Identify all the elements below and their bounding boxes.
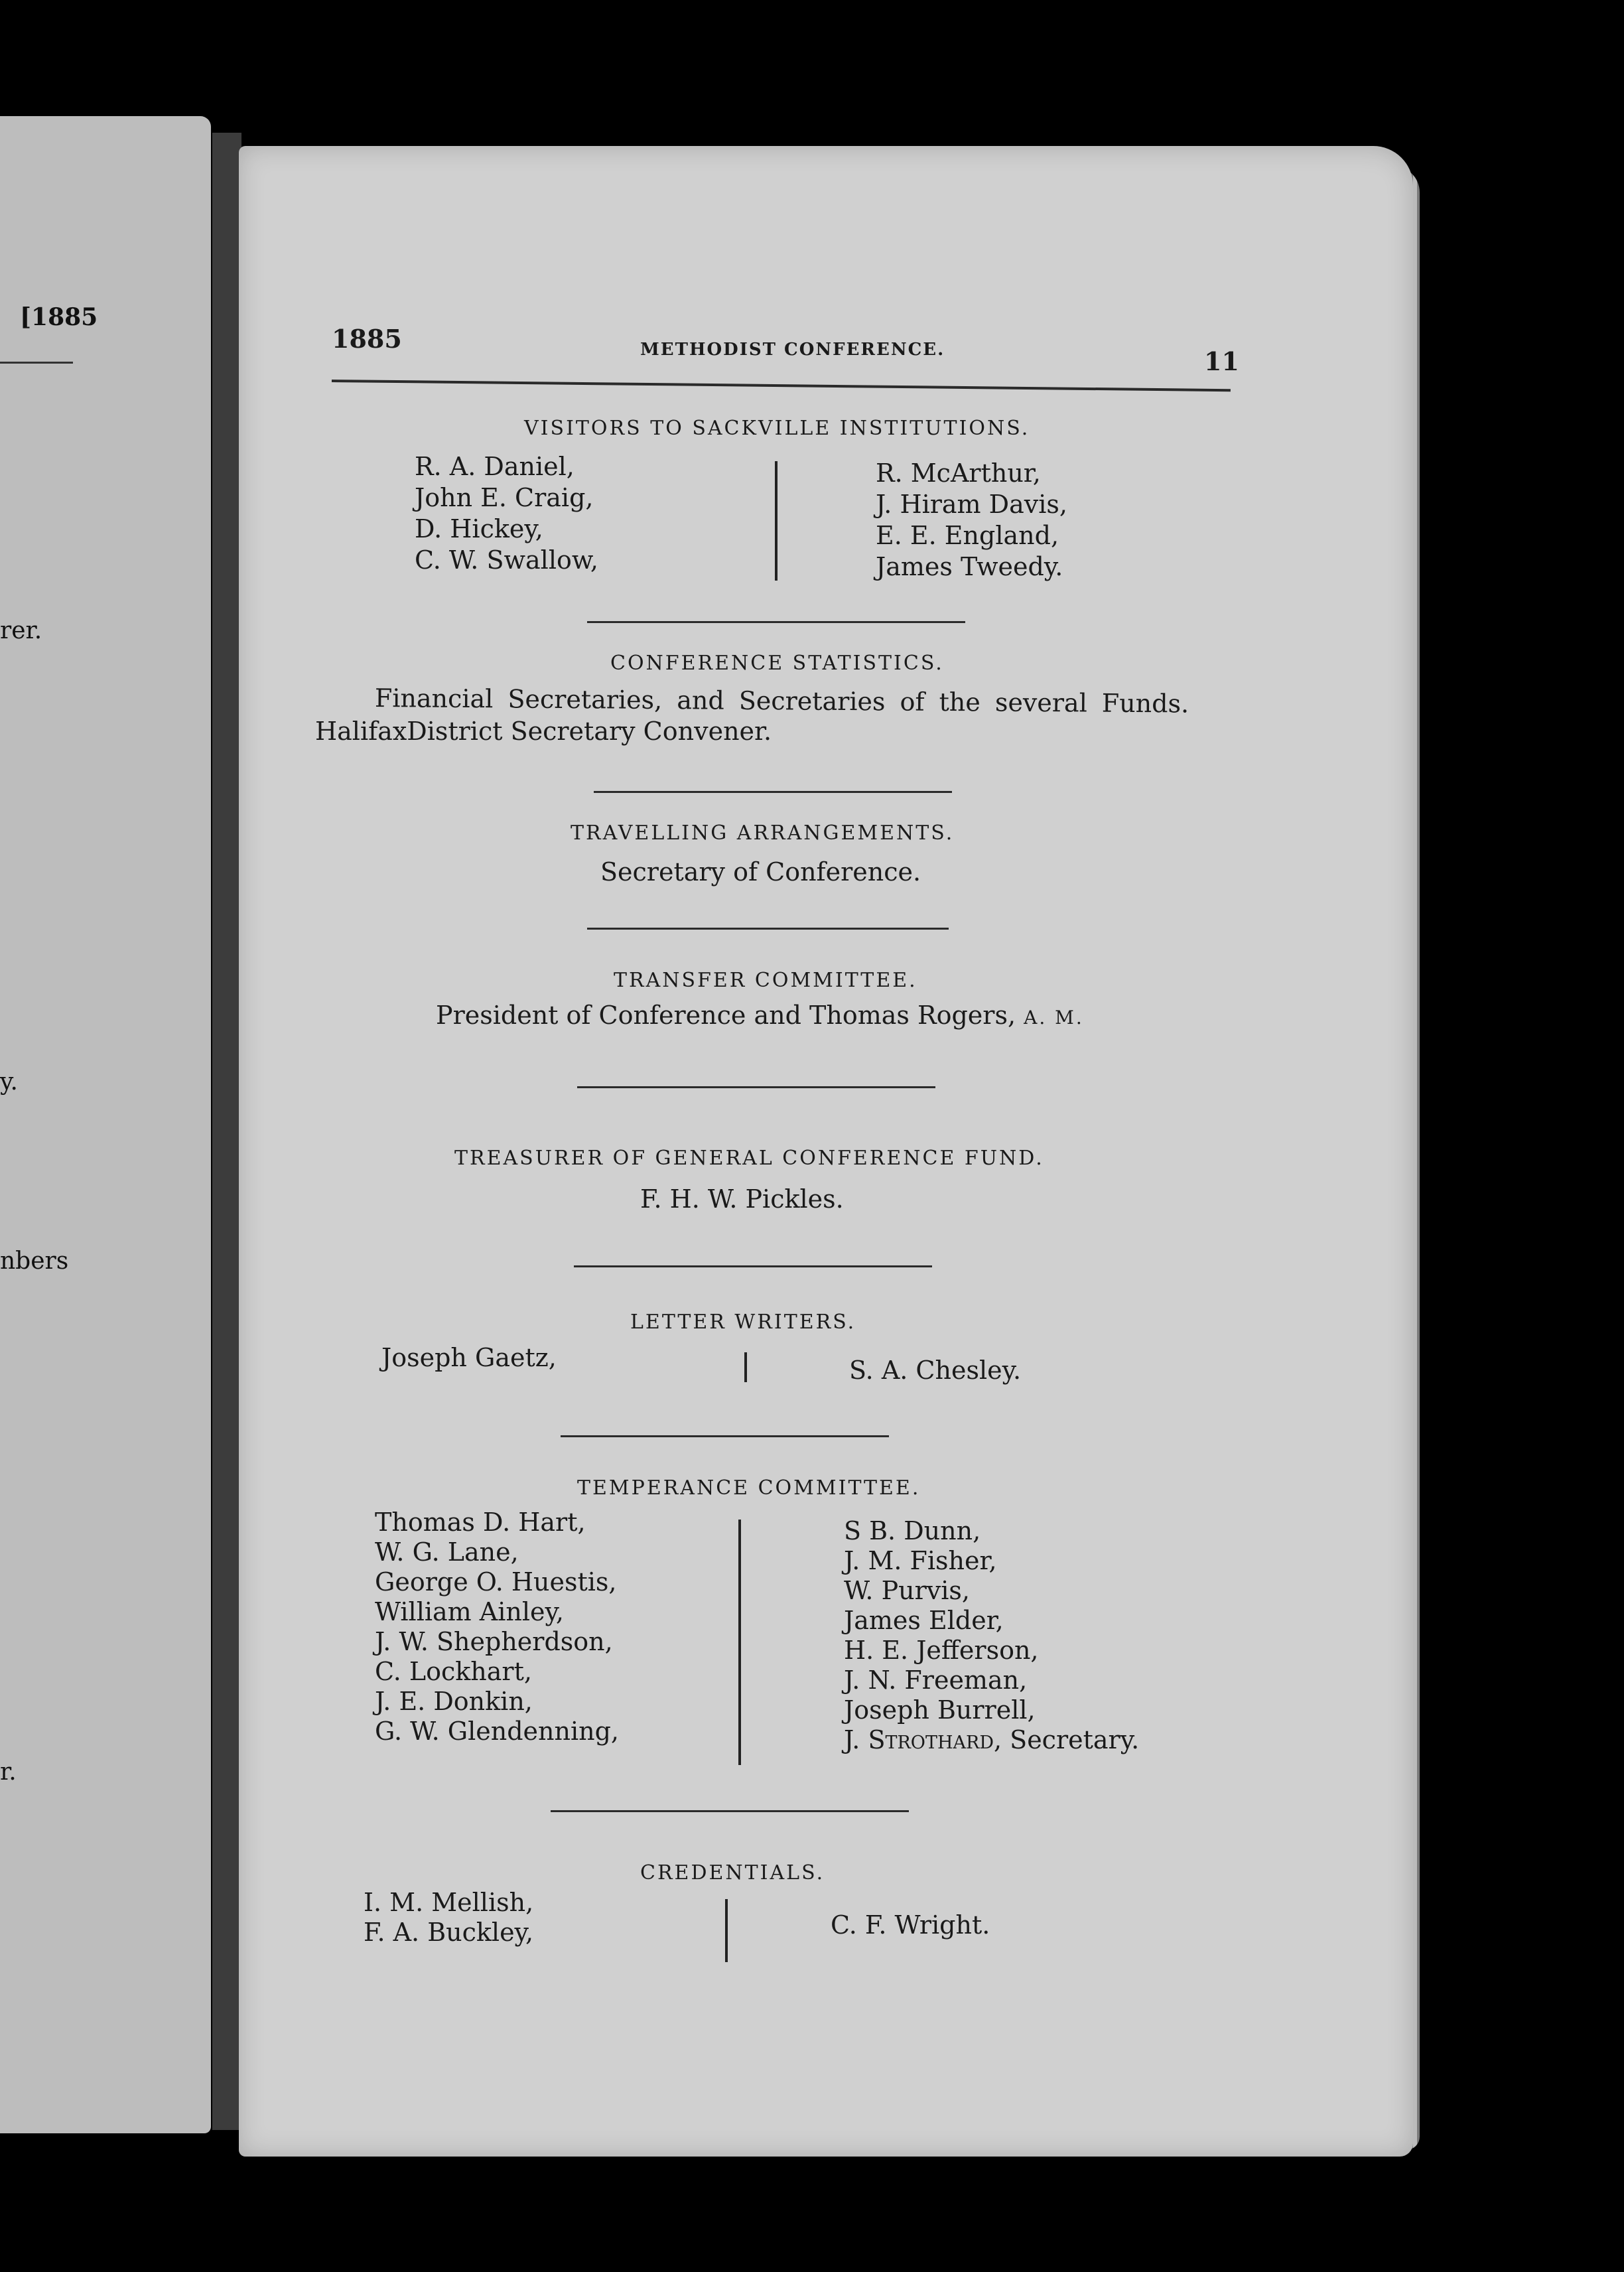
list-item: J. E. Donkin, — [375, 1687, 533, 1716]
list-item: William Ainley, — [375, 1597, 564, 1626]
statistics-line: HalifaxDistrict Secretary Convener. — [315, 717, 772, 746]
temperance-left-column — [375, 1508, 619, 1746]
section-rule — [561, 1435, 889, 1437]
section-rule — [587, 621, 965, 623]
credentials-right: C. F. Wright. — [831, 1910, 990, 1940]
running-title: METHODIST CONFERENCE. — [640, 340, 945, 360]
list-item: John E. Craig, — [415, 483, 594, 512]
previous-page-rule — [0, 362, 73, 364]
list-item: George O. Huestis, — [375, 1567, 617, 1597]
visitors-right-column — [876, 458, 1067, 583]
section-rule — [551, 1810, 909, 1812]
list-item: E. E. England, — [876, 521, 1059, 550]
column-divider — [775, 461, 778, 581]
visitors-left-column — [415, 451, 598, 576]
section-title-temperance: TEMPERANCE COMMITTEE. — [577, 1476, 921, 1500]
list-item: James Tweedy. — [876, 552, 1063, 581]
list-item: Joseph Burrell, — [844, 1695, 1036, 1725]
list-item: J. N. Freeman, — [844, 1666, 1028, 1695]
list-item: James Elder, — [844, 1606, 1004, 1635]
section-title-travelling: TRAVELLING ARRANGEMENTS. — [571, 821, 955, 845]
secretary-role: Secretary. — [1010, 1725, 1140, 1754]
treasurer-line: F. H. W. Pickles. — [640, 1184, 844, 1214]
travelling-line: Secretary of Conference. — [600, 857, 921, 887]
list-item: F. A. Buckley, — [364, 1918, 534, 1947]
previous-page-fragment: nbers — [0, 1247, 69, 1275]
transfer-line — [436, 1001, 1084, 1030]
list-item: D. Hickey, — [415, 514, 543, 543]
list-item: J. W. Shepherdson, — [375, 1627, 613, 1656]
list-item: W. Purvis, — [844, 1576, 970, 1605]
list-item: W. G. Lane, — [375, 1537, 519, 1567]
previous-page-fragment: r. — [0, 1758, 17, 1786]
section-title-statistics: CONFERENCE STATISTICS. — [610, 652, 944, 675]
letter-writers-right: S. A. Chesley. — [849, 1356, 1022, 1385]
book-spine — [212, 133, 241, 2130]
list-item: I. M. Mellish, — [364, 1888, 534, 1917]
transfer-degree: A. M. — [1024, 1007, 1084, 1029]
list-item: J. M. Fisher, — [844, 1546, 997, 1575]
list-item: C. Lockhart, — [375, 1657, 532, 1686]
list-item: S B. Dunn, — [844, 1516, 981, 1545]
list-item: J. Hiram Davis, — [876, 490, 1067, 519]
temperance-right-column — [844, 1516, 1139, 1755]
previous-page — [0, 116, 211, 2133]
credentials-left-column — [364, 1888, 533, 1948]
list-item: C. W. Swallow, — [415, 545, 598, 575]
secretary-name: J. Strothard, — [844, 1725, 1002, 1754]
section-title-treasurer: TREASURER OF GENERAL CONFERENCE FUND. — [454, 1147, 1044, 1170]
list-item — [844, 1725, 1139, 1755]
previous-page-year: [1885 — [20, 303, 98, 331]
header-year: 1885 — [332, 324, 402, 354]
section-rule — [577, 1086, 935, 1088]
column-divider — [744, 1352, 747, 1382]
section-title-transfer: TRANSFER COMMITTEE. — [614, 969, 917, 992]
section-rule — [574, 1265, 932, 1267]
previous-page-fragment: y. — [0, 1068, 18, 1096]
section-title-letter-writers: LETTER WRITERS. — [630, 1311, 856, 1334]
list-item: R. McArthur, — [876, 459, 1041, 488]
previous-page-fragment: rer. — [0, 617, 42, 644]
list-item: Thomas D. Hart, — [375, 1508, 586, 1537]
list-item: R. A. Daniel, — [415, 452, 575, 481]
column-divider — [725, 1899, 728, 1962]
column-divider — [738, 1520, 741, 1765]
letter-writers-left: Joseph Gaetz, — [381, 1343, 557, 1372]
page-number: 11 — [1204, 346, 1239, 376]
statistics-line: Financial Secretaries, and Secretaries of the several Funds. — [374, 683, 1189, 719]
section-rule — [587, 928, 949, 930]
section-rule — [594, 791, 952, 793]
list-item: H. E. Jefferson, — [844, 1636, 1039, 1665]
transfer-text: President of Conference and Thomas Rogers, — [436, 1001, 1016, 1030]
list-item: G. W. Glendenning, — [375, 1717, 619, 1746]
section-title-visitors: VISITORS TO SACKVILLE INSTITUTIONS. — [524, 417, 1030, 440]
section-title-credentials: CREDENTIALS. — [640, 1861, 825, 1884]
